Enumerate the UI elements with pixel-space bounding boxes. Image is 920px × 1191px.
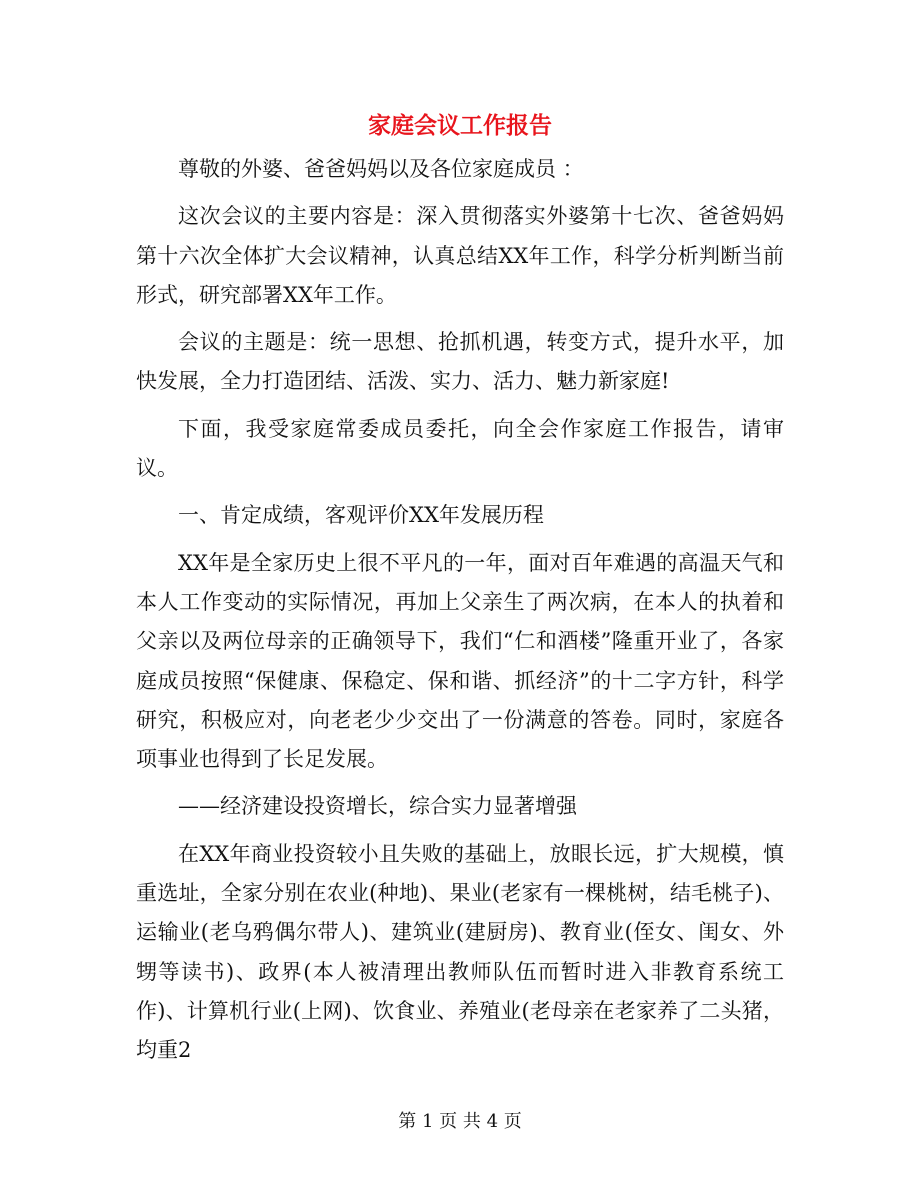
body-paragraph: 这次会议的主要内容是：深入贯彻落实外婆第十七次、爸爸妈妈第十六次全体扩大会议精神，认真总结XX年工作，科学分析判断当前形式，研究部署XX年工作。 [136, 204, 784, 307]
body-paragraph: 下面，我受家庭常委成员委托，向全会作家庭工作报告，请审议。 [136, 416, 784, 481]
document-title: 家庭会议工作报告 [368, 112, 552, 139]
page-number-footer: 第 1 页 共 4 页 [398, 1111, 522, 1132]
document-body [136, 150, 784, 1071]
body-paragraph: 在XX年商业投资较小且失败的基础上，放眼长远，扩大规模，慎重选址，全家分别在农业(种地)、果业(老家有一棵桃树，结毛桃子)、运输业(老乌鸦偶尔带人)、建筑业(建厨房)、教育业(侄女、闺女、外甥等读书)、政界(本人被清理出教师队伍而暂时进入非教育系统工作)、计算机行业(上网)、饮食业、养殖业(老母亲在老家养了二头猪，均重2 [136, 841, 784, 1063]
body-paragraph: XX年是全家历史上很不平凡的一年，面对百年难遇的高温天气和本人工作变动的实际情况，再加上父亲生了两次病，在本人的执着和父亲以及两位母亲的正确领导下，我们“仁和酒楼”隆重开业了，各家庭成员按照“保健康、保稳定、保和谐、抓经济”的十二字方针，科学研究，积极应对，向老老少少交出了一份满意的答卷。同时，家庭各项事业也得到了长足发展。 [136, 550, 784, 772]
salutation-paragraph: 尊敬的外婆、爸爸妈妈以及各位家庭成员 ： [178, 157, 584, 181]
sub-heading: ——经济建设投资增长，综合实力显著增强 [178, 794, 577, 819]
section-heading: 一、肯定成绩，客观评价XX年发展历程 [178, 503, 544, 528]
body-paragraph: 会议的主题是：统一思想、抢抓机遇，转变方式，提升水平，加快发展，全力打造团结、活泼、实力、活力、魅力新家庭! [136, 330, 784, 394]
